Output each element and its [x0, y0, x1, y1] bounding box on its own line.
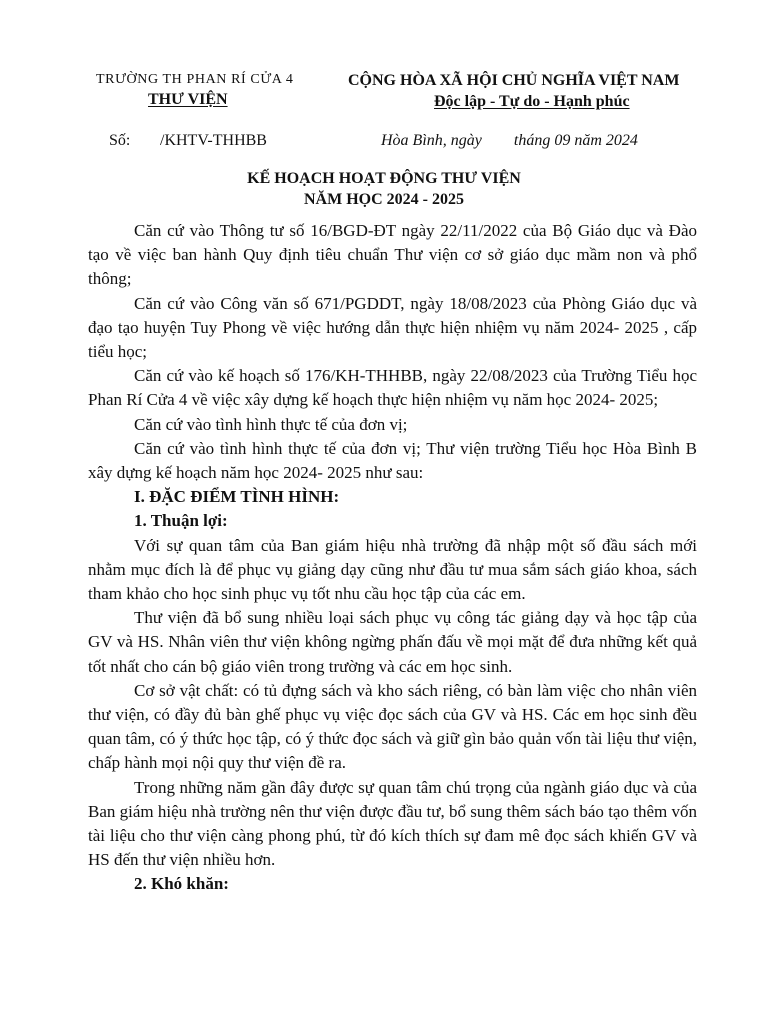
document-body — [88, 219, 697, 897]
document-title: KẾ HOẠCH HOẠT ĐỘNG THƯ VIỆN — [247, 170, 521, 187]
school-name: TRƯỜNG TH PHAN RÍ CỬA 4 — [96, 72, 294, 87]
basis-paragraph: Căn cứ vào Thông tư số 16/BGD-ĐT ngày 22/11/2022 của Bộ Giáo dục và Đào tạo về việc ban hành Quy định tiêu chuẩn Thư viện cơ sở giáo dục mầm non và phổ thông; — [88, 221, 697, 289]
document-number-label: Số: — [109, 132, 131, 149]
body-paragraph: Cơ sở vật chất: có tủ đựng sách và kho sách riêng, có bàn làm việc cho nhân viên thư viện, có đầy đủ bàn ghế phục vụ việc đọc sách của GV và HS. Các em học sinh đều quan tâm, có ý thức học tập, có ý thức đọc sách và giữ gìn bảo quản vốn tài liệu thư viện, chấp hành mọi nội quy thư viện đề ra. — [88, 680, 697, 773]
body-paragraph: Thư viện đã bổ sung nhiều loại sách phục vụ công tác giảng dạy và học tập của GV và HS. Nhân viên thư viện không ngừng phấn đấu về mọi mặt để đưa những kết quả tốt nhất cho cán bộ giáo viên trong trường và các em học sinh. — [88, 608, 697, 676]
subsection-heading: 2. Khó khăn: — [134, 874, 229, 894]
subsection-heading: 1. Thuận lợi: — [134, 511, 228, 531]
basis-paragraph: Căn cứ vào Công văn số 671/PGDDT, ngày 18/08/2023 của Phòng Giáo dục và đạo tạo huyện Tuy Phong về việc hướng dẫn thực hiện nhiệm vụ năm 2024- 2025 , cấp tiểu học; — [88, 293, 697, 362]
basis-paragraph: Căn cứ vào kế hoạch số 176/KH-THHBB, ngày 22/08/2023 của Trường Tiểu học Phan Rí Cửa 4 về việc xây dựng kế hoạch thực hiện nhiệm vụ năm học 2024- 2025; — [88, 366, 697, 410]
basis-paragraph: Căn cứ vào tình hình thực tế của đơn vị; — [134, 414, 408, 434]
place-date — [381, 132, 638, 150]
republic-name: CỘNG HÒA XÃ HỘI CHỦ NGHĨA VIỆT NAM — [348, 72, 680, 89]
place-date-part2: tháng 09 năm 2024 — [513, 132, 638, 149]
document-subtitle: NĂM HỌC 2024 - 2025 — [304, 191, 464, 208]
place-date-part1: Hòa Bình, ngày — [381, 132, 482, 149]
body-paragraph: Với sự quan tâm của Ban giám hiệu nhà trường đã nhập một số đầu sách mới nhằm mục đích là để phục vụ giảng dạy cũng như đầu tư mua sắm sách giáo khoa, sách tham khảo cho học sinh phục vụ tốt nhu cầu học tập của các em. — [88, 535, 697, 604]
basis-paragraph: Căn cứ vào tình hình thực tế của đơn vị; Thư viện trường Tiểu học Hòa Bình B xây dựng kế hoạch năm học 2024- 2025 như sau: — [88, 438, 697, 483]
department-name: THƯ VIỆN — [148, 91, 228, 108]
section-heading: I. ĐẶC ĐIỂM TÌNH HÌNH: — [134, 487, 340, 507]
document-number-code: /KHTV-THHBB — [160, 132, 267, 149]
national-motto: Độc lập - Tự do - Hạnh phúc — [434, 93, 630, 110]
body-paragraph: Trong những năm gần đây được sự quan tâm chú trọng của ngành giáo dục và của Ban giám hiệu nhà trường nên thư viện được đầu tư, bổ sung thêm sách báo tạo thêm vốn tài liệu cho thư viện càng phong phú, từ đó kích thích sự đam mê đọc sách khiến GV và HS đến thư viện nhiều hơn. — [88, 777, 697, 870]
